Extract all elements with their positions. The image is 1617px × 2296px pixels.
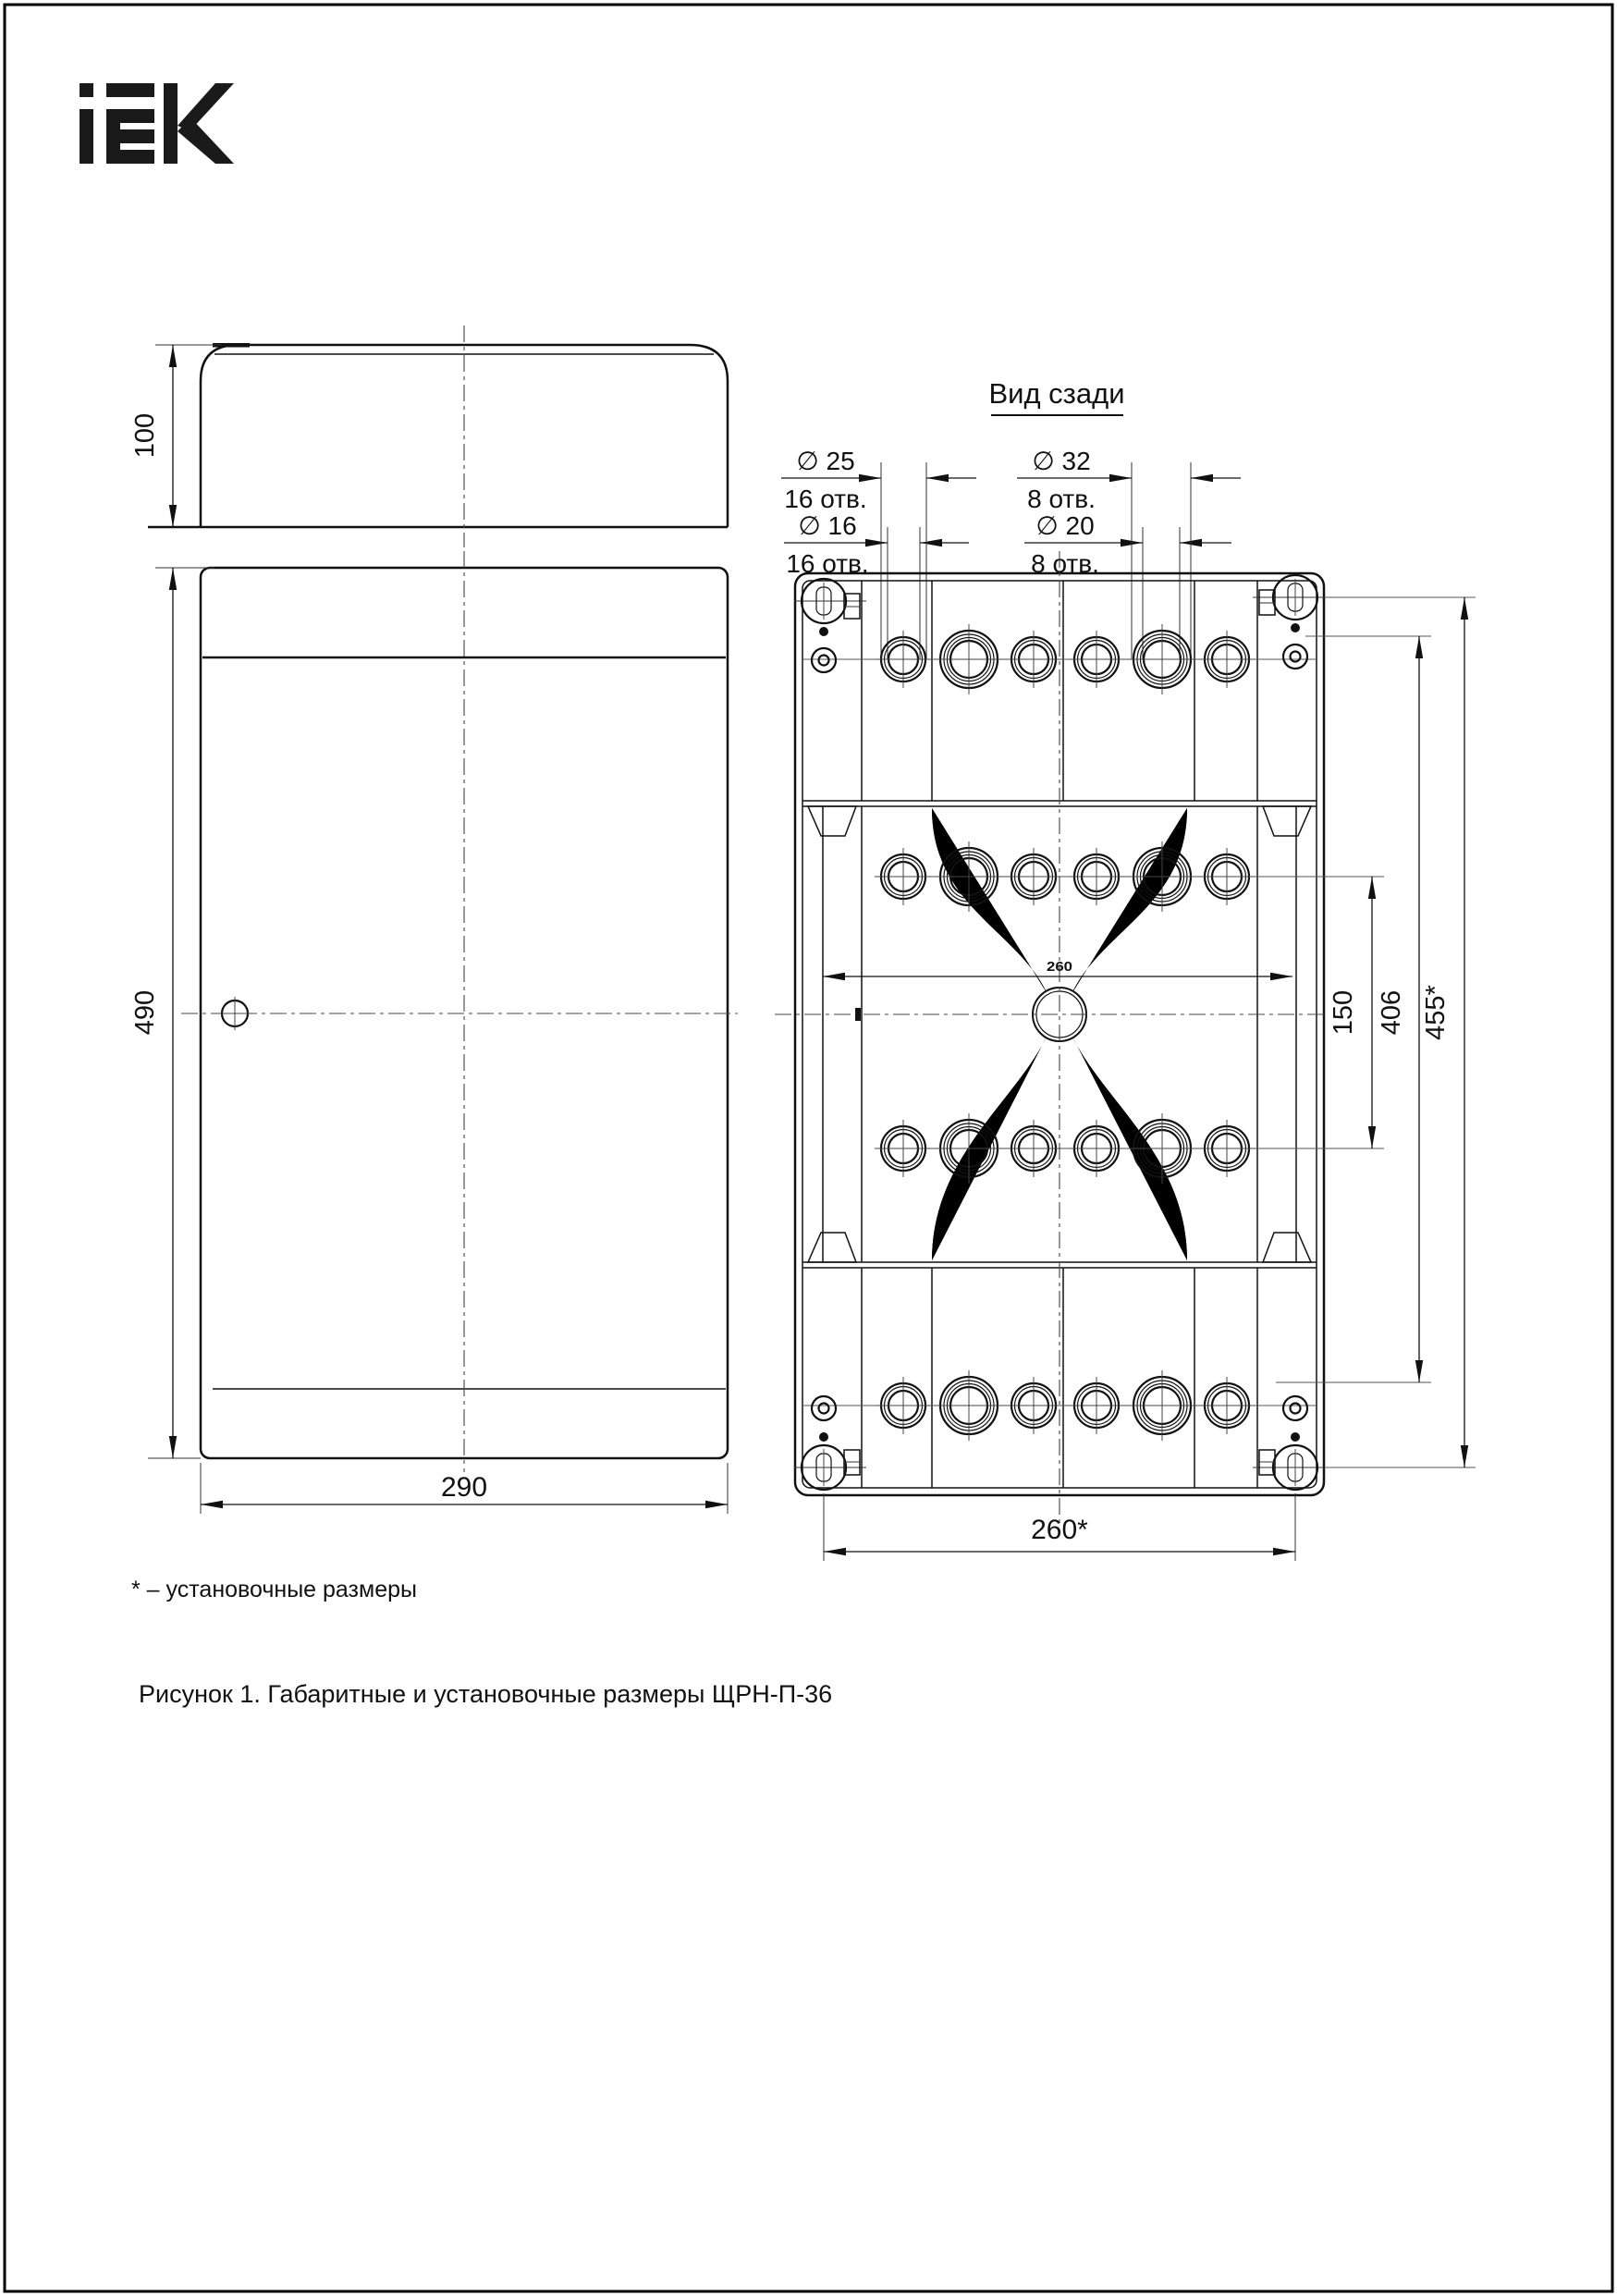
callout-d16-count: 16 отв. xyxy=(786,549,869,578)
callout-d16-dia: ∅ 16 xyxy=(798,511,857,540)
front-view xyxy=(130,551,738,1514)
dim-label-260: 260* xyxy=(1031,1515,1088,1545)
datum-mark xyxy=(855,1008,861,1021)
callout-d32 xyxy=(1017,447,1241,513)
dim-label-290: 290 xyxy=(440,1472,488,1503)
dim-label-455: 455* xyxy=(1421,985,1451,1040)
callout-d20-count: 8 отв. xyxy=(1031,549,1099,578)
callout-d25-dia: ∅ 25 xyxy=(796,447,855,475)
rear-view xyxy=(775,377,1476,1561)
callout-d32-count: 8 отв. xyxy=(1027,485,1096,513)
callout-d20 xyxy=(1024,511,1231,578)
wall-tab xyxy=(808,806,856,836)
dim-label-490: 490 xyxy=(130,989,160,1036)
door-lock xyxy=(218,997,251,1030)
wall-tab xyxy=(1263,1233,1311,1262)
dim-label-150: 150 xyxy=(1329,989,1358,1036)
footnote: * – установочные размеры xyxy=(131,1577,417,1602)
dim-label-406: 406 xyxy=(1377,989,1406,1036)
wall-tab xyxy=(808,1233,856,1262)
side-view xyxy=(130,325,728,547)
iek-logo xyxy=(80,83,234,164)
callout-d20-dia: ∅ 20 xyxy=(1035,511,1095,540)
callout-d32-dia: ∅ 32 xyxy=(1032,447,1091,475)
callout-d16 xyxy=(784,511,969,578)
wall-tab xyxy=(1263,806,1311,836)
dim-label-100: 100 xyxy=(130,412,160,459)
dim-label-inner-260: 260 xyxy=(1047,959,1072,975)
callout-d25-count: 16 отв. xyxy=(784,485,867,513)
figure-caption: Рисунок 1. Габаритные и установочные размеры ЩРН-П-36 xyxy=(139,1680,833,1708)
callout-d25 xyxy=(781,447,976,513)
rear-view-title: Вид сзади xyxy=(988,377,1125,410)
